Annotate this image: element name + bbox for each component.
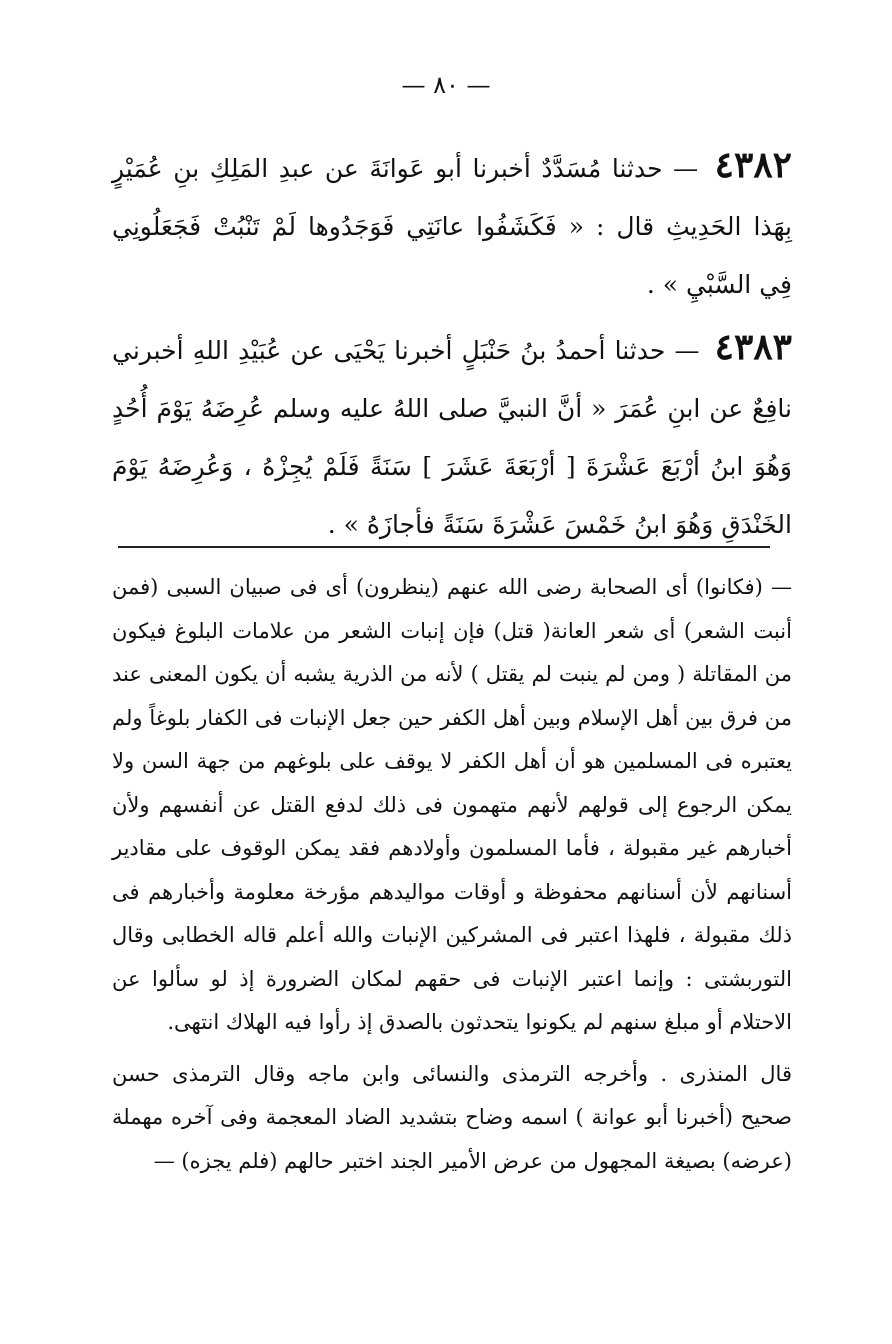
hadith-number: ٤٣٨٣ — [714, 326, 792, 368]
hadith-section — [112, 136, 792, 558]
hadith-entry — [112, 318, 792, 554]
commentary-paragraph: قال المنذرى . وأخرجه الترمذى والنسائى وابن ماجه وقال الترمذى حسن صحيح (أخبرنا أبو عوانة ) اسمه وضاح بتشديد الضاد المعجمة وفى آخره مهملة (عرضه) بصيغة المجهول من عرض الأمير الجند اختبر حالهم (فلم يجزه) — — [112, 1061, 792, 1173]
page-number: — ٨٠ — — [401, 71, 491, 99]
commentary-paragraph: — (فكانوا) أى الصحابة رضى الله عنهم (ينظرون) أى فى صبيان السبى (فمن أنبت الشعر) أى شعر العانة( قتل) فإن إنبات الشعر من علامات البلوغ فيكون من المقاتلة ( ومن لم ينبت لم يقتل ) لأنه من الذرية يشبه أن يكون المعنى عند من فرق بين أهل الإسلام وبين أهل الكفر حين جعل الإنبات فى الكفار بلوغاً ولم يعتبره فى المسلمين هو أن أهل الكفر لا يوقف على بلوغهم من جهة السن ولا يمكن الرجوع إلى قولهم لأنهم متهمون فى ذلك لدفع القتل عن أنفسهم ولأن أخبارهم غير مقبولة ، فأما المسلمون وأولادهم فقد يمكن الوقوف على مقادير أسنانهم لأن أسنانهم محفوظة و أوقات مواليدهم مؤرخة معلومة وأخبارهم فى ذلك مقبولة ، فلهذا اعتبر فى المشركين الإنبات والله أعلم قاله الخطابى وقال التوربشتى : وإنما اعتبر الإنبات فى حقهم لمكان الضرورة إذ لو سألوا عن الاحتلام أو مبلغ سنهم لم يكونوا يتحدثون بالصدق إذ رأوا فيه الهلاك انتهى. — [112, 575, 792, 1034]
hadith-text: — حدثنا مُسَدَّدٌ أخبرنا أبو عَوانَةَ عن عبدِ المَلِكِ بنِ عُمَيْرٍ بِهَذا الحَدِيثِ قال : « فَكَشَفُوا عانَتِي فَوَجَدُوها لَمْ تَنْبُتْ فَجَعَلُونِي فِي السَّبْيِ » . — [112, 154, 792, 299]
footnote-separator — [118, 546, 770, 548]
hadith-entry — [112, 136, 792, 314]
hadith-number: ٤٣٨٢ — [714, 144, 792, 186]
commentary-section — [112, 566, 792, 1183]
hadith-text: — حدثنا أحمدُ بنُ حَنْبَلٍ أخبرنا يَحْيَى عن عُبَيْدِ اللهِ أخبرني نافِعٌ عن ابنِ عُمَرَ « أنَّ النبيَّ صلى اللهُ عليه وسلم عُرِضَهُ يَوْمَ أُحُدٍ وَهُوَ ابنُ أرْبَعَ عَشْرَةَ [ أرْبَعَةَ عَشَرَ ] سَنَةً فَلَمْ يُجِزْهُ ، وَعُرِضَهُ يَوْمَ الخَنْدَقِ وَهُوَ ابنُ خَمْسَ عَشْرَةَ سَنَةً فأجازَهُ » . — [112, 336, 792, 539]
